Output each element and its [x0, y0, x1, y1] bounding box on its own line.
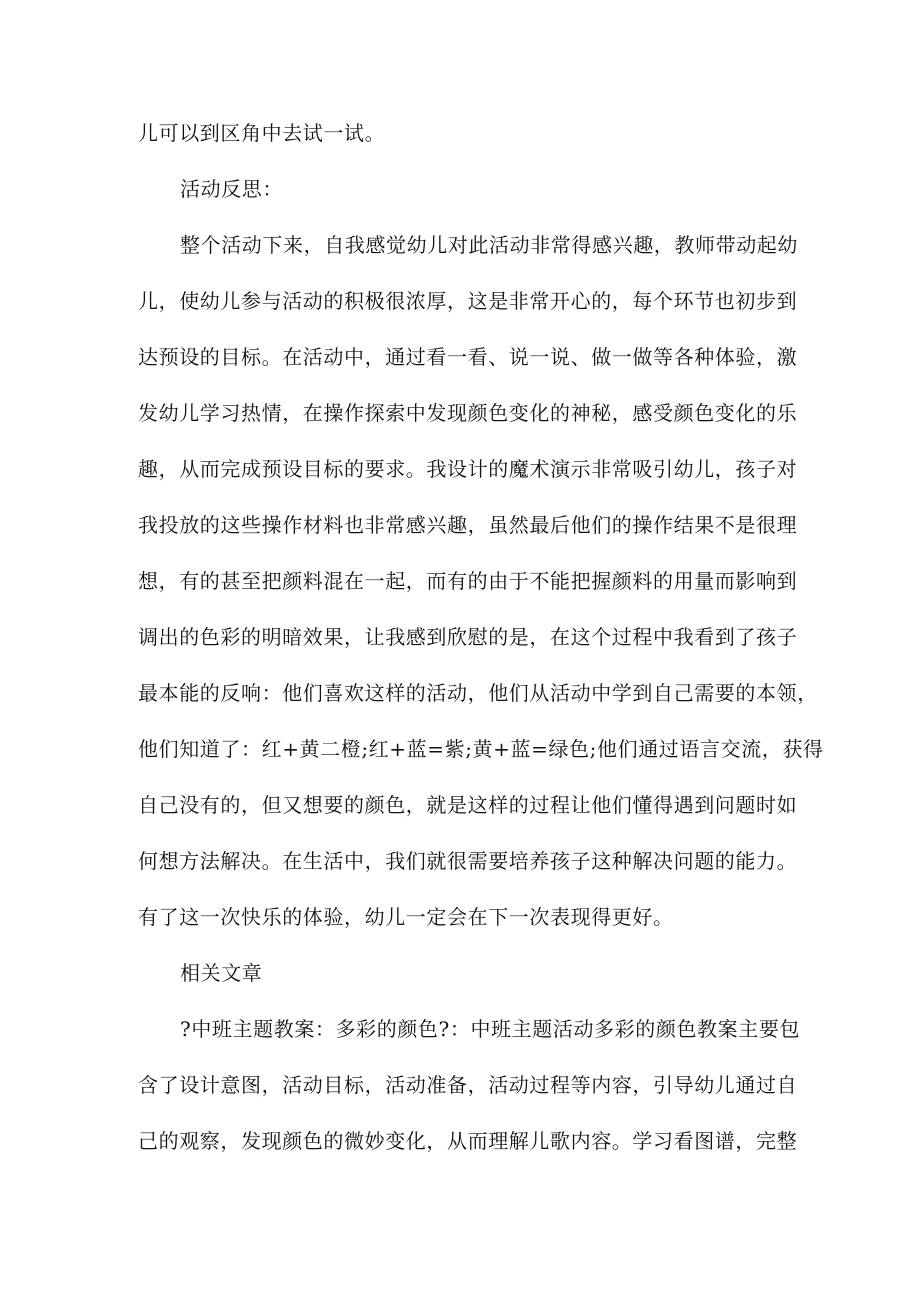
text-line-19: 己的观察，发现颜色的微妙变化，从而理解儿歌内容。学习看图谱，完整 — [138, 1129, 798, 1153]
text-line-17: ?中班主题教案：多彩的颜色?：中班主题活动多彩的颜色教案主要包 — [180, 1017, 801, 1041]
section-heading-related: 相关文章 — [180, 961, 263, 985]
text-line-13: 自己没有的，但又想要的颜色，就是这样的过程让他们懂得遇到问题时如 — [138, 793, 798, 817]
text-line-8: 我投放的这些操作材料也非常感兴趣，虽然最后他们的操作结果不是很理 — [138, 513, 798, 537]
section-heading-reflection: 活动反思： — [180, 177, 283, 201]
text-line-7: 趣，从而完成预设目标的要求。我设计的魔术演示非常吸引幼儿，孩子对 — [138, 457, 798, 481]
text-line-6: 发幼儿学习热情，在操作探索中发现颜色变化的神秘，感受颜色变化的乐 — [138, 401, 798, 425]
text-line-10: 调出的色彩的明暗效果，让我感到欣慰的是，在这个过程中我看到了孩子 — [138, 625, 798, 649]
text-line-5: 达预设的目标。在活动中，通过看一看、说一说、做一做等各种体验，激 — [138, 345, 798, 369]
text-line-3: 整个活动下来，自我感觉幼儿对此活动非常得感兴趣，教师带动起幼 — [180, 233, 798, 257]
text-line-14: 何想方法解决。在生活中，我们就很需要培养孩子这种解决问题的能力。 — [138, 849, 798, 873]
text-line-15: 有了这一次快乐的体验，幼儿一定会在下一次表现得更好。 — [138, 905, 674, 929]
text-line-18: 含了设计意图，活动目标，活动准备，活动过程等内容，引导幼儿通过自 — [138, 1073, 798, 1097]
text-line-1: 儿可以到区角中去试一试。 — [138, 121, 386, 145]
text-line-9: 想，有的甚至把颜料混在一起，而有的由于不能把握颜料的用量而影响到 — [138, 569, 798, 593]
text-line-4: 儿，使幼儿参与活动的积极很浓厚，这是非常开心的，每个环节也初步到 — [138, 289, 798, 313]
text-line-12: 他们知道了：红+黄二橙;红+蓝=紫;黄+蓝=绿色;他们通过语言交流，获得 — [138, 737, 824, 761]
text-line-11: 最本能的反响：他们喜欢这样的活动，他们从活动中学到自己需要的本领， — [138, 681, 818, 705]
